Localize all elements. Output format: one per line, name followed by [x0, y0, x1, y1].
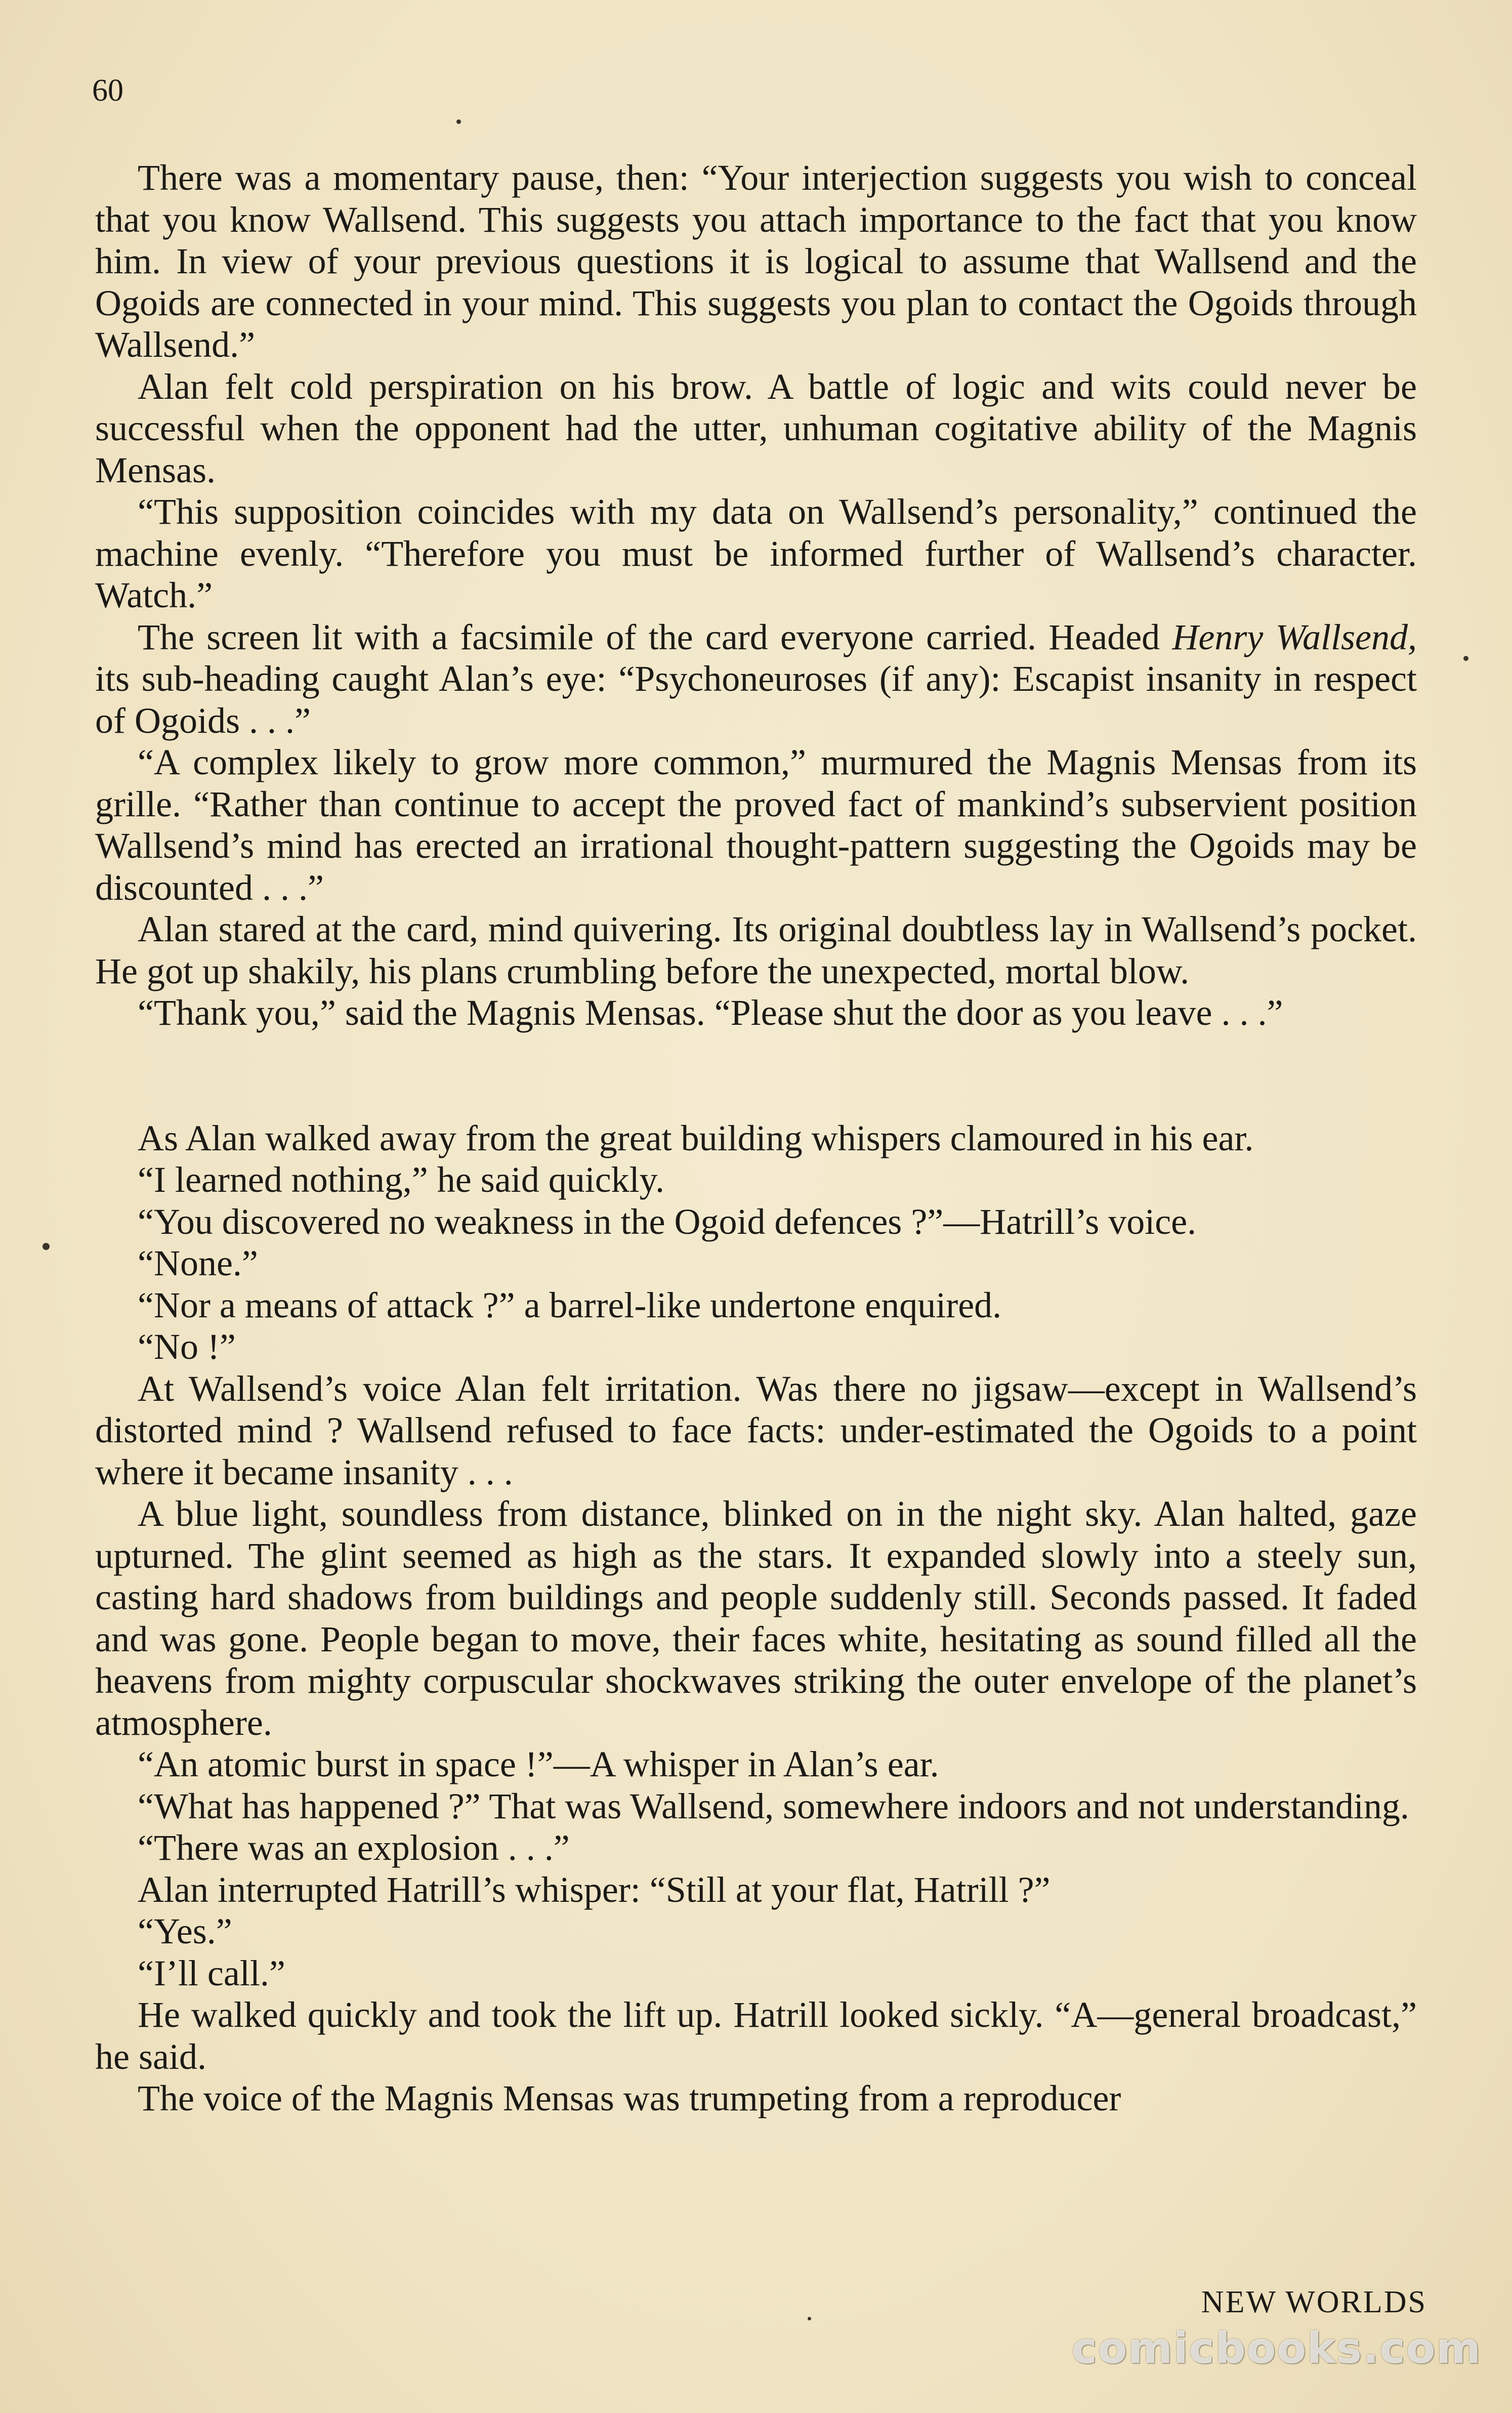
- paragraph-text: its sub-heading caught Alan’s eye: “Psychoneuroses (if any): Escapist insanity in respect of Ogoids . . .”: [95, 658, 1417, 741]
- print-speck: [1463, 656, 1468, 661]
- paragraph: “None.”: [138, 1243, 258, 1283]
- paragraph: “What has happened ?” That was Wallsend, somewhere indoors and not understanding.: [138, 1785, 1409, 1826]
- paragraph: There was a momentary pause, then: “Your interjection suggests you wish to conceal that you know Wallsend. This suggests you attach importance to the fact that you know him. In view of your previous questions it is logical to assume that Wallsend and the Ogoids are connected in your mind. This suggests you plan to contact the Ogoids through Wallsend.”: [95, 157, 1417, 365]
- paragraph: “I’ll call.”: [138, 1952, 285, 1993]
- watermark: comicbooks.com: [1072, 2323, 1482, 2373]
- paragraph: “Nor a means of attack ?” a barrel-like undertone enquired.: [138, 1284, 1002, 1325]
- paragraph: “An atomic burst in space !”—A whisper in Alan’s ear.: [138, 1744, 939, 1784]
- paragraph: “There was an explosion . . .”: [138, 1827, 570, 1868]
- paragraph: Alan stared at the card, mind quivering. Its original doubtless lay in Wallsend’s pocket. He got up shakily, his plans crumbling before the unexpected, mortal blow.: [95, 909, 1417, 991]
- paragraph: “No !”: [138, 1326, 236, 1367]
- paragraph: At Wallsend’s voice Alan felt irritation. Was there no jigsaw—except in Wallsend’s distorted mind ? Wallsend refused to face facts: under-estimated the Ogoids to a point where it became insanity . . .: [95, 1368, 1417, 1492]
- print-speck: [43, 1243, 50, 1250]
- magazine-footer: NEW WORLDS: [1201, 2285, 1427, 2319]
- paragraph: Alan interrupted Hatrill’s whisper: “Still at your flat, Hatrill ?”: [138, 1869, 1051, 1910]
- paragraph: “This supposition coincides with my data on Wallsend’s personality,” continued the machine evenly. “Therefore you must be informed further of Wallsend’s character. Watch.”: [95, 491, 1417, 615]
- body-text: [95, 157, 1417, 2119]
- page-number: 60: [92, 73, 123, 108]
- paragraph: “Thank you,” said the Magnis Mensas. “Please shut the door as you leave . . .”: [138, 992, 1283, 1033]
- paragraph: A blue light, soundless from distance, blinked on in the night sky. Alan halted, gaze upturned. The glint seemed as high as the stars. It expanded slowly into a steely sun, casting hard shadows from buildings and people suddenly still. Seconds passed. It faded and was gone. People began to move, their faces white, hesitating as sound filled all the heavens from mighty corpuscular shockwaves striking the outer envelope of the planet’s atmosphere.: [95, 1493, 1417, 1743]
- print-speck: [808, 2317, 811, 2320]
- paragraph: Alan felt cold perspiration on his brow. A battle of logic and wits could never be successful when the opponent had the utter, unhuman cogitative ability of the Magnis Mensas.: [95, 366, 1417, 490]
- section-break: [95, 1034, 1417, 1117]
- paragraph: He walked quickly and took the lift up. Hatrill looked sickly. “A—general broadcast,” he said.: [95, 1994, 1417, 2077]
- paragraph-text: The screen lit with a facsimile of the card everyone carried. Headed: [138, 616, 1172, 657]
- paragraph: The voice of the Magnis Mensas was trumpeting from a reproducer: [138, 2078, 1121, 2118]
- paragraph: “I learned nothing,” he said quickly.: [138, 1159, 664, 1200]
- paragraph: “You discovered no weakness in the Ogoid defences ?”—Hatrill’s voice.: [138, 1201, 1197, 1242]
- paragraph: “Yes.”: [138, 1911, 232, 1951]
- paragraph: [95, 616, 1417, 742]
- paragraph: As Alan walked away from the great building whispers clamoured in his ear.: [138, 1117, 1254, 1158]
- paragraph: “A complex likely to grow more common,” murmured the Magnis Mensas from its grille. “Rather than continue to accept the proved fact of mankind’s subservient position Wallsend’s mind has erected an irrational thought-pattern suggesting the Ogoids may be discounted . . .”: [95, 742, 1417, 908]
- print-speck: [456, 119, 461, 124]
- italic-name: Henry Wallsend,: [1172, 616, 1417, 657]
